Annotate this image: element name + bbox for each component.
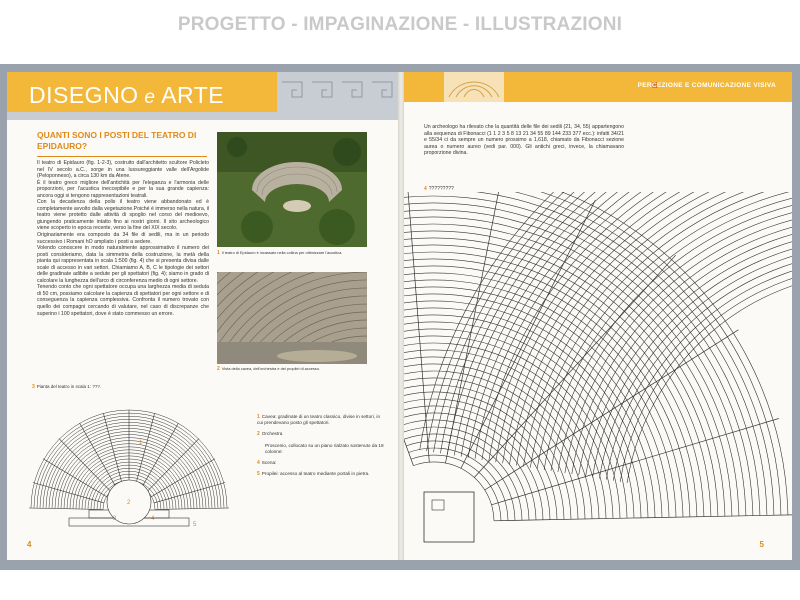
plan-label: 3 Pianta del teatro in scala 1: ???. bbox=[32, 384, 102, 390]
plan-marker: 4 bbox=[151, 516, 155, 522]
theatre-aerial-photo bbox=[217, 132, 367, 247]
headline: QUANTI SONO I POSTI DEL TEATRO DI EPIDAURO? bbox=[37, 130, 197, 151]
section-title: DISEGNO e ARTE bbox=[29, 82, 225, 108]
legend-item: Proscenio, collocato su un piano rialzato sostenuto da 18 colonne: bbox=[265, 442, 384, 454]
plan-marker: 2 bbox=[127, 500, 131, 506]
paragraph: È il teatro greco migliore dell'antichità per l'eleganza e l'armonia delle proporzioni, per l'acustica ineccepibile e per la sua grande capienza: ancora oggi si tengono rappresentazioni teatrali. bbox=[37, 179, 209, 199]
paragraph: Volendo conoscere in modo naturalmente approssimativo il numero dei posti consideriamo, data la simmetria della costruzione, la metà della pianta qui rappresentata in scala 1:500 (fig. 4) che si presenta divisa dalle scale di accesso in vari settori. Chiamiamo A, B, C le tipologie dei settori delle gradinate adibite a sedute per gli spettatori (fig. 4); siamo in grado di calcolare la lunghezza dell'arco di circonferenza medio di ogni settore. bbox=[37, 245, 209, 284]
legend-item: 2 Orchestra bbox=[257, 431, 283, 438]
figure-label: 4 ????????? bbox=[424, 186, 454, 192]
shell-ornament-icon bbox=[444, 72, 504, 102]
theatre-plan-detail bbox=[404, 192, 792, 547]
paragraph: Il teatro di Epidauro (fig. 1-2-3), costruito dall'architetto scultore Policleto nel IV secolo a.C., sorge in una lussureggiante valle dell'Argolide (Peloponneso), a circa 130 km da Atene. bbox=[37, 160, 209, 180]
plan-marker: 1 bbox=[139, 440, 143, 446]
photo2-caption: 2 Vista della cavea, dell'orchestra e dei propilei di accesso. bbox=[217, 366, 320, 372]
legend-item: 5 Propilei: accesso al teatro mediante portali in pietra. bbox=[257, 471, 370, 478]
legend-item: 1 Cavea: gradinate di un teatro classico, divise in settori, in cui prendevano posto gli spettatori. bbox=[257, 414, 381, 426]
greek-ornament-icon bbox=[277, 72, 398, 120]
headline-rule bbox=[37, 156, 207, 157]
theatre-cavea-photo bbox=[217, 272, 367, 364]
right-page bbox=[404, 72, 792, 560]
plan-marker: 5 bbox=[193, 522, 197, 528]
fibonacci-paragraph: Un archeologo ha rilevato che la quantità delle file dei sedili (21, 34, 55) appartengono alla sequenza di Fibonacci (1 1 2 3 5 8 13 21 34 55 89 144 233 377 ecc.): infatti 34/21 e 55/34 ci da sempre un numero prossimo a 1,618, chiamato da Fibonacci sezione aurea o numero aureo (vedi par. 000). Gli antichi greci, invece, la chiamavano proporzione divina. bbox=[424, 124, 624, 157]
paragraph: Tenendo conto che ogni spettatore occupa una larghezza media di seduta di 50 cm, possiamo calcolare la capienza di spettatori per ogni settore e di conseguenza la capienza complessiva. Confronta il numero trovato con quello dei compagni cercando di valutare, nel caso di discrepanze che superino i 100 spettatori, dove è stato commesso un errore. bbox=[37, 284, 209, 317]
plan-marker: 3 bbox=[113, 516, 117, 522]
body-text bbox=[37, 160, 209, 317]
legend-item: 4 Scena: bbox=[257, 460, 277, 467]
plan-legend bbox=[257, 414, 387, 482]
paragraph: Con la decadenza della polis il teatro viene abbandonato ed è completamente avvolto dalla vegetazione.Poiché è immerso nella natura, il teatro viene protetto dalle attività di spoglio nel corso del medioevo, giungendo praticamente intatto fino ai nostri giorni. Il sito archeologico viene scoperto in epoca recente, verso la fine del XIX secolo. bbox=[37, 199, 209, 232]
header-title: PROGETTO - IMPAGINAZIONE - ILLUSTRAZIONI bbox=[177, 14, 623, 35]
theatre-floor-plan bbox=[29, 392, 229, 532]
left-page bbox=[7, 72, 398, 560]
page-number: 4 bbox=[27, 540, 32, 549]
photo1-caption: 1 Il teatro di Epidauro è incassato nella collina per ottimizzare l'acustica. bbox=[217, 250, 343, 256]
paragraph: Originariamente era composto da 34 file di sedili, ma in un periodo successivo i Romani hO ampliato i posti a sedere. bbox=[37, 232, 209, 245]
section-label: PERCEZIONE E COMUNICAZIONE VISIVA bbox=[637, 82, 776, 89]
page-number: 5 bbox=[759, 540, 764, 549]
